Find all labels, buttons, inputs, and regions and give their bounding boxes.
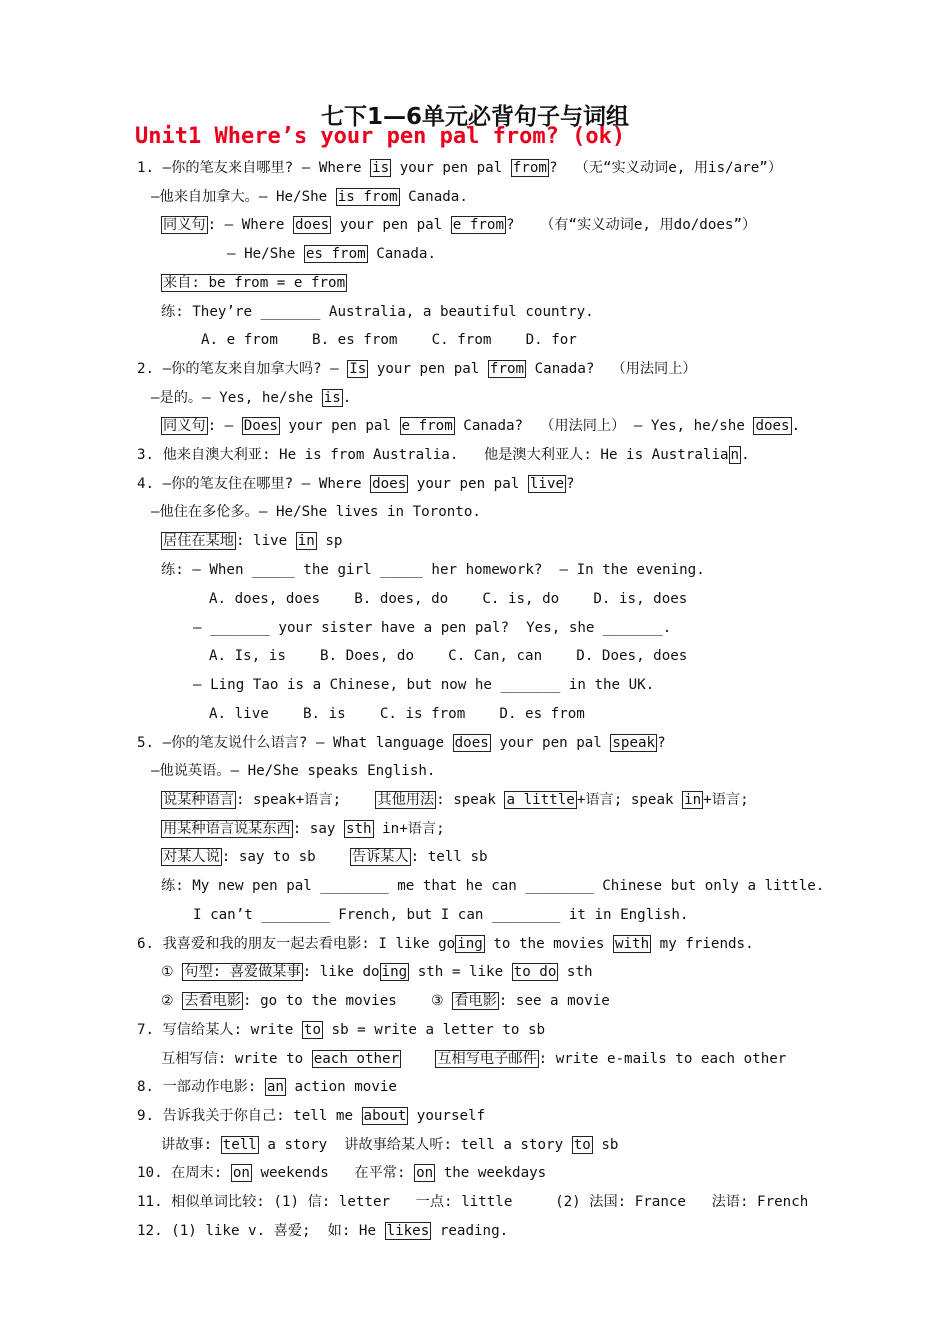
line-text: : — Where [207, 217, 293, 233]
text-line [193, 675, 654, 695]
line-text [401, 1051, 435, 1067]
boxed-keyword: Does [243, 418, 278, 434]
text-line [137, 1192, 808, 1212]
line-text: ① [161, 964, 183, 980]
boxed-keyword: from [489, 361, 525, 377]
boxed-keyword: 同义句 [163, 418, 206, 434]
line-text: — _______ your sister have a pen pal? Yes, she _______. [193, 620, 672, 636]
text-line [209, 704, 585, 724]
line-text: your pen pal [368, 361, 488, 377]
boxed-keyword: 告诉某人 [351, 849, 409, 865]
line-text: 9. 告诉我关于你自己: tell me [137, 1108, 362, 1124]
line-text: 练: — When _____ the girl _____ her homework? — In the evening. [161, 562, 705, 578]
text-line [161, 531, 342, 551]
text-line [151, 502, 481, 522]
line-text: : like do [302, 964, 380, 980]
boxed-keyword: 同义句 [163, 217, 206, 233]
line-text: ? （有“实义动词e, 用do/does”） [506, 217, 757, 233]
boxed-keyword: to do [513, 964, 557, 980]
boxed-keyword: live [529, 476, 565, 492]
boxed-keyword: 互相写电子邮件 [437, 1051, 537, 1067]
boxed-keyword: does [295, 217, 330, 233]
text-line [161, 962, 593, 982]
line-text: 2. —你的笔友来自加拿大吗? — [137, 361, 348, 377]
boxed-keyword: 来自: be from = e from [163, 275, 346, 291]
text-line [201, 330, 577, 350]
text-line [161, 819, 445, 839]
page-title: 七下1—6单元必背句子与词组 [320, 104, 629, 130]
line-text: : say [292, 821, 344, 837]
boxed-keyword: is [323, 390, 341, 406]
line-text: reading. [431, 1223, 509, 1239]
boxed-keyword: from [512, 160, 547, 176]
boxed-keyword: 去看电影 [184, 993, 242, 1009]
text-line [209, 589, 687, 609]
line-text: : speak+语言; [235, 792, 376, 808]
text-line [193, 905, 688, 925]
boxed-keyword: is [372, 160, 390, 176]
line-text: 讲故事: [161, 1137, 221, 1153]
boxed-keyword: es from [305, 246, 366, 262]
boxed-keyword: sth [345, 821, 372, 837]
text-line [137, 1020, 545, 1040]
boxed-keyword: does [372, 476, 407, 492]
line-text: —他住在多伦多。— He/She lives in Toronto. [151, 504, 481, 520]
boxed-keyword: Is [349, 361, 367, 377]
boxed-keyword: an [266, 1079, 284, 1095]
line-text: : live [235, 533, 296, 549]
text-line [209, 646, 687, 666]
text-line [161, 847, 488, 867]
text-line [137, 158, 782, 178]
line-text: : speak [436, 792, 505, 808]
line-text: your pen pal [331, 217, 451, 233]
text-line [161, 790, 749, 810]
line-text: 4. —你的笔友住在哪里? — Where [137, 476, 371, 492]
line-text: 练: They’re _______ Australia, a beautiful country. [161, 304, 594, 320]
line-text: sth [558, 964, 593, 980]
line-text: your pen pal [391, 160, 511, 176]
line-text: 7. 写信给某人: write [137, 1022, 302, 1038]
text-line [161, 991, 610, 1011]
boxed-keyword: e from [452, 217, 505, 233]
boxed-keyword: to [573, 1137, 591, 1153]
boxed-keyword: each other [313, 1051, 400, 1067]
line-text: 互相写信: write to [161, 1051, 312, 1067]
text-line [151, 388, 351, 408]
boxed-keyword: on [232, 1165, 250, 1181]
line-text: your pen pal [490, 735, 611, 751]
line-text: A. live B. is C. is from D. es from [209, 706, 585, 722]
text-line [137, 474, 575, 494]
boxed-keyword: with [614, 936, 650, 952]
line-text: A. does, does B. does, do C. is, do D. is, does [209, 591, 688, 607]
text-line [137, 445, 750, 465]
line-text: 3. 他来自澳大利亚: He is from Australia. 他是澳大利亚人: He is Australia [137, 447, 729, 463]
line-text: in+语言; [373, 821, 445, 837]
boxed-keyword: ing [381, 964, 408, 980]
line-text: Canada? （用法同上） [526, 361, 697, 377]
text-line [161, 302, 594, 322]
line-text: — He/She [227, 246, 304, 262]
boxed-keyword: does [755, 418, 790, 434]
text-line [151, 761, 435, 781]
line-text: : go to the movies ③ [243, 993, 453, 1009]
line-text: action movie [285, 1079, 397, 1095]
line-text: —他说英语。— He/She speaks English. [151, 763, 436, 779]
unit-heading: Unit1 Where’s your pen pal from? (ok) [135, 124, 626, 149]
text-line [137, 1163, 546, 1183]
text-line [161, 416, 800, 436]
line-text: A. Is, is B. Does, do C. Can, can D. Does, does [209, 648, 688, 664]
line-text: : write e-mails to each other [538, 1051, 787, 1067]
line-text: to the movies [484, 936, 613, 952]
text-line [193, 618, 671, 638]
line-text: a story 讲故事给某人听: tell a story [258, 1137, 572, 1153]
line-text: ? [566, 476, 575, 492]
boxed-keyword: 看电影 [454, 993, 497, 1009]
line-text: sb = write a letter to sb [323, 1022, 546, 1038]
text-line [137, 359, 697, 379]
boxed-keyword: ing [457, 936, 483, 952]
text-line [137, 1106, 485, 1126]
line-text: weekends 在平常: [251, 1165, 415, 1181]
line-text: Canada. [399, 189, 468, 205]
line-text: 练: My new pen pal ________ me that he can ________ Chinese but only a little. [161, 878, 825, 894]
line-text: : — [207, 418, 242, 434]
line-text: . [342, 390, 352, 406]
line-text: ? [657, 735, 666, 751]
line-text: . [791, 418, 801, 434]
line-text: 6. 我喜爱和我的朋友一起去看电影: I like go [137, 936, 456, 952]
line-text: 5. —你的笔友说什么语言? — What language [137, 735, 453, 751]
boxed-keyword: does [454, 735, 489, 751]
line-text: 1. —你的笔友来自哪里? — Where [137, 160, 371, 176]
line-text: I can’t ________ French, but I can ________ it in English. [193, 907, 689, 923]
line-text: the weekdays [435, 1165, 547, 1181]
line-text: yourself [408, 1108, 486, 1124]
line-text: ? （无“实义动词e, 用is/are”） [548, 160, 783, 176]
boxed-keyword: 说某种语言 [163, 792, 234, 808]
line-text: 12. (1) like v. 喜爱; 如: He [137, 1223, 385, 1239]
line-text: : say to sb [221, 849, 350, 865]
line-text: —是的。— Yes, he/she [151, 390, 322, 406]
line-text: 8. 一部动作电影: [137, 1079, 265, 1095]
boxed-keyword: 居住在某地 [163, 533, 234, 549]
boxed-keyword: e from [401, 418, 453, 434]
boxed-keyword: is from [337, 189, 398, 205]
boxed-keyword: 用某种语言说某东西 [163, 821, 291, 837]
text-line [161, 273, 347, 293]
line-text: Canada? （用法同上） — Yes, he/she [454, 418, 754, 434]
line-text: ② [161, 993, 183, 1009]
text-line [227, 244, 436, 264]
text-line [137, 733, 666, 753]
line-text: A. e from B. es from C. from D. for [201, 332, 577, 348]
line-text: sth = like [409, 964, 512, 980]
line-text: : tell sb [410, 849, 488, 865]
text-line [161, 1135, 618, 1155]
text-line [137, 1077, 397, 1097]
text-line [151, 187, 468, 207]
boxed-keyword: 句型: 喜爱做某事 [184, 964, 301, 980]
line-text: 11. 相似单词比较: (1) 信: letter 一点: little (2) 法国: France 法语: French [137, 1194, 809, 1210]
text-line [161, 560, 705, 580]
text-line [161, 876, 824, 896]
boxed-keyword: likes [386, 1223, 430, 1239]
line-text: . [741, 447, 750, 463]
boxed-keyword: 其他用法 [377, 792, 435, 808]
line-text: sp [316, 533, 343, 549]
line-text: —他来自加拿大。— He/She [151, 189, 336, 205]
line-text: — Ling Tao is a Chinese, but now he _______ in the UK. [193, 677, 655, 693]
line-text: your pen pal [408, 476, 528, 492]
boxed-keyword: a little [506, 792, 575, 808]
boxed-keyword: 对某人说 [163, 849, 220, 865]
line-text: +语言; speak [576, 792, 683, 808]
text-line [137, 1221, 508, 1241]
boxed-keyword: about [363, 1108, 407, 1124]
boxed-keyword: in [684, 792, 702, 808]
boxed-keyword: tell [222, 1137, 257, 1153]
text-line [137, 934, 754, 954]
boxed-keyword: in [297, 533, 315, 549]
line-text: my friends. [651, 936, 754, 952]
text-line [161, 215, 756, 235]
boxed-keyword: speak [612, 735, 656, 751]
line-text: 10. 在周末: [137, 1165, 231, 1181]
boxed-keyword: n [730, 447, 740, 463]
line-text: : see a movie [498, 993, 610, 1009]
text-line [161, 1049, 786, 1069]
boxed-keyword: on [416, 1165, 434, 1181]
line-text: +语言; [703, 792, 749, 808]
boxed-keyword: to [303, 1022, 321, 1038]
line-text: Canada. [367, 246, 437, 262]
line-text: your pen pal [279, 418, 400, 434]
line-text: sb [592, 1137, 619, 1153]
